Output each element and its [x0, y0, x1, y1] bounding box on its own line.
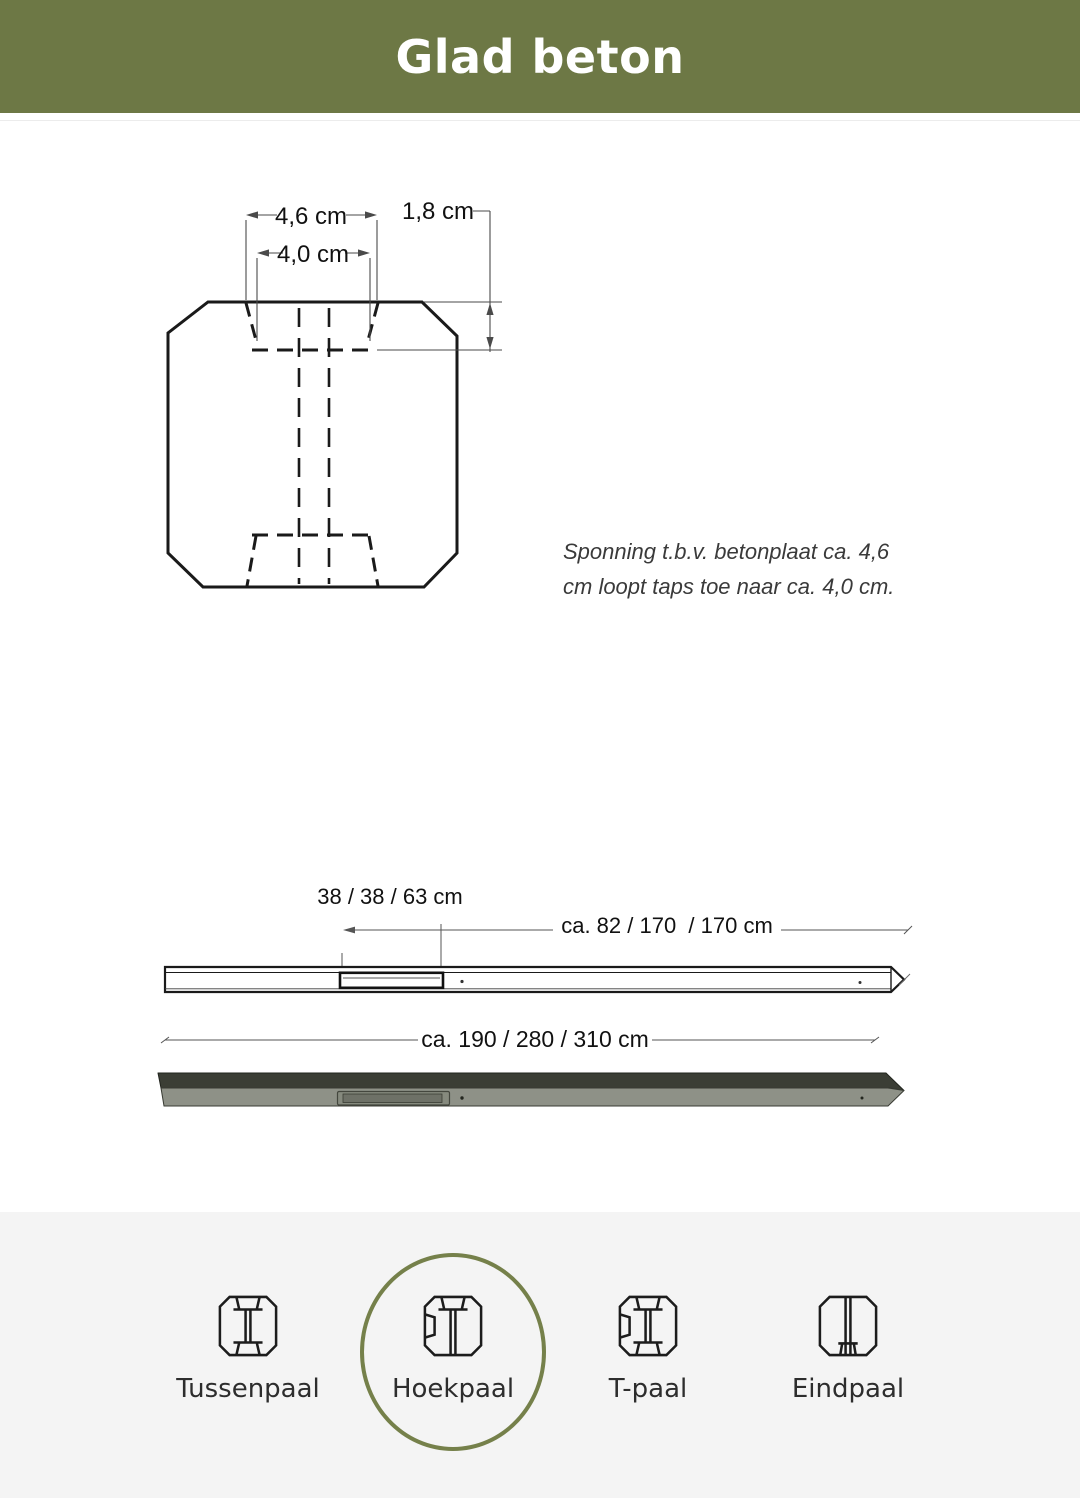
top-sponning-notch [246, 303, 378, 350]
post-cross-section-drawing [150, 185, 520, 600]
header [0, 0, 1080, 113]
eindpaal-cross-section-icon [817, 1294, 879, 1358]
screw-hole-dot [460, 980, 463, 983]
white-post-drawing [165, 967, 910, 992]
dim-sponning-length-label: 38 / 38 / 63 cm [317, 884, 463, 909]
post-type-t-paal[interactable] [548, 1212, 748, 1498]
dim-sponning-length-lines [342, 924, 441, 971]
post-type-hoekpaal[interactable] [353, 1212, 553, 1498]
dark-post-drawing [158, 1073, 904, 1106]
dim-total-length-label: ca. 190 / 280 / 310 cm [421, 1026, 649, 1052]
post-type-eindpaal[interactable] [748, 1212, 948, 1498]
sponning-note-line2: cm loopt taps toe naar ca. 4,0 cm. [563, 574, 895, 599]
post-type-label: Tussenpaal [176, 1374, 320, 1404]
post-body-outline [168, 302, 457, 587]
sponning-note-line1: Sponning t.b.v. betonplaat ca. 4,6 [563, 539, 890, 564]
screw-hole-dot [861, 1097, 864, 1100]
white-post-sponning-recess [340, 973, 443, 988]
dim-depth-lines [377, 211, 502, 352]
screw-hole-dot [859, 981, 862, 984]
post-type-label: T-paal [608, 1374, 688, 1404]
page-title: Glad beton [395, 29, 685, 84]
tussenpaal-cross-section-icon [217, 1294, 279, 1358]
dim-above-ground-label: ca. 82 / 170 / 170 cm [561, 913, 773, 938]
post-sideview-drawings [150, 875, 940, 1120]
post-type-tussenpaal[interactable] [148, 1212, 348, 1498]
post-type-selector [0, 1212, 1080, 1498]
t-paal-cross-section-icon [617, 1294, 679, 1358]
sponning-note [563, 534, 933, 604]
post-type-label: Hoekpaal [391, 1374, 515, 1404]
hoekpaal-cross-section-icon [422, 1294, 484, 1358]
screw-hole-dot [460, 1096, 463, 1099]
post-type-label: Eindpaal [791, 1374, 905, 1404]
bottom-sponning-notch [247, 535, 378, 586]
dim-top-width-label: 4,6 cm [274, 203, 348, 230]
dim-inner-width-label: 4,0 cm [276, 241, 350, 268]
header-divider [0, 120, 1080, 121]
dim-depth-label: 1,8 cm [402, 198, 475, 225]
